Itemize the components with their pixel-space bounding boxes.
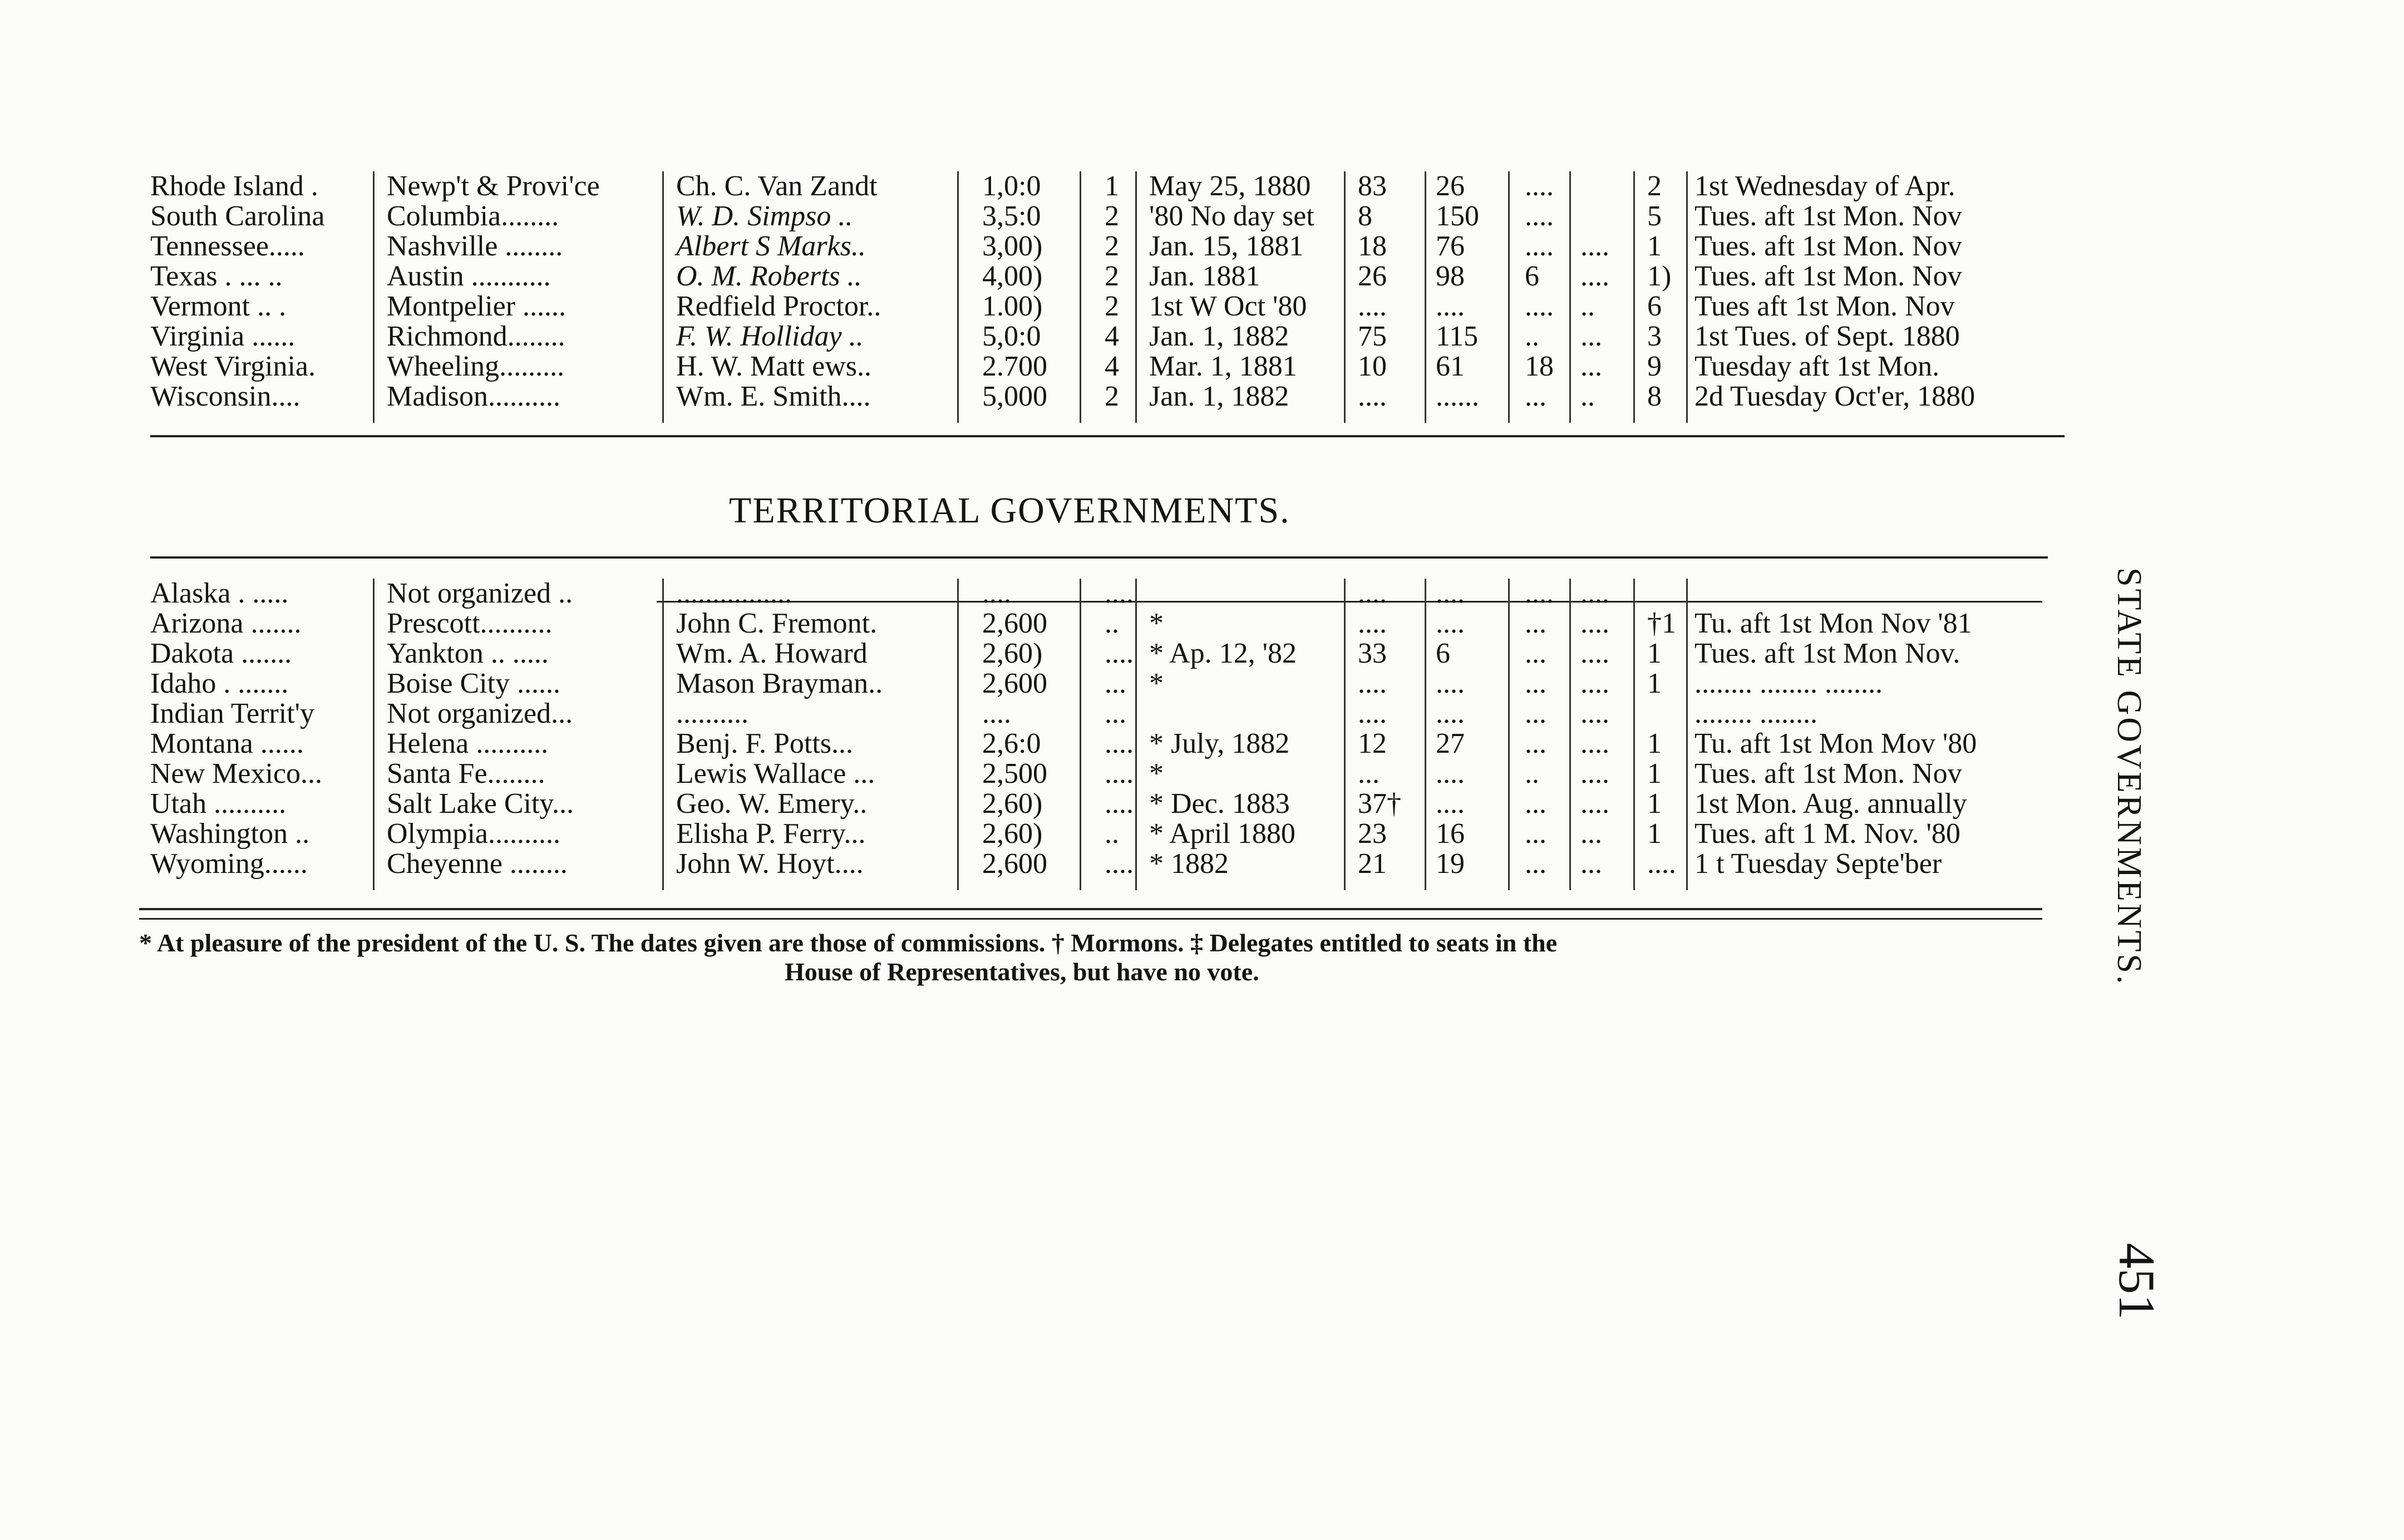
- territory-capital-cell: Salt Lake City...: [387, 788, 574, 820]
- territory-senate-cell: 33: [1358, 638, 1387, 669]
- territory-row: [139, 579, 2065, 609]
- territory-house-cell: 16: [1436, 818, 1465, 850]
- territory-capital-cell: Yankton .. .....: [387, 638, 549, 669]
- territory-salary-cell: ....: [982, 578, 1011, 609]
- territory-term-cell: ...: [1105, 698, 1126, 729]
- territory-house-cell: ....: [1436, 788, 1465, 820]
- territory-c1-cell: ...: [1525, 818, 1546, 850]
- state-house-cell: 150: [1436, 200, 1479, 232]
- state-column-rule: [957, 171, 959, 423]
- territory-capital-cell: Prescott..........: [387, 608, 553, 639]
- state-term-expires-cell: 1st W Oct '80: [1149, 290, 1307, 322]
- state-row: [139, 322, 2065, 352]
- territory-senate-cell: ...: [1358, 758, 1380, 789]
- territory-term-expires-cell: * July, 1882: [1149, 728, 1290, 759]
- territory-senate-cell: 23: [1358, 818, 1387, 850]
- territorial-governments-table: [139, 579, 2065, 879]
- state-column-rule: [1633, 171, 1635, 423]
- state-state-cell: Vermont .. .: [150, 290, 287, 322]
- territory-term-expires-cell: * April 1880: [1149, 818, 1295, 850]
- territory-house-cell: 27: [1436, 728, 1465, 759]
- territory-salary-cell: 2,60): [982, 788, 1043, 820]
- footnote-line-1: * At pleasure of the president of the U. S. The dates given are those of commissions. † Mormons. ‡ Delegates entitled to seats in the: [139, 929, 1558, 957]
- state-house-cell: 115: [1436, 320, 1479, 352]
- state-term-cell: 2: [1105, 260, 1119, 292]
- territory-row: [139, 849, 2065, 879]
- territory-senate-cell: 37†: [1358, 788, 1401, 820]
- territory-governor-cell: John W. Hoyt....: [676, 848, 864, 880]
- territory-senate-cell: ....: [1358, 698, 1387, 729]
- state-state-cell: South Carolina: [150, 200, 325, 232]
- state-capital-cell: Austin ...........: [387, 260, 551, 292]
- state-capital-cell: Columbia........: [387, 200, 559, 232]
- territory-c2-cell: ....: [1580, 788, 1609, 820]
- territory-c2-cell: ....: [1580, 578, 1609, 609]
- state-c2-cell: ..: [1580, 290, 1595, 322]
- state-term-cell: 2: [1105, 200, 1119, 232]
- state-governor-cell: Redfield Proctor..: [676, 290, 881, 322]
- territory-c1-cell: ...: [1525, 608, 1546, 639]
- state-term-expires-cell: Jan. 15, 1881: [1149, 230, 1304, 262]
- territory-c2-cell: ....: [1580, 638, 1609, 669]
- state-house-cell: 76: [1436, 230, 1465, 262]
- state-c3-cell: 6: [1647, 290, 1662, 322]
- state-house-cell: 98: [1436, 260, 1465, 292]
- state-column-rule: [1135, 171, 1137, 423]
- state-governor-cell: F. W. Holliday ..: [676, 320, 864, 352]
- territory-term-cell: ..: [1105, 608, 1119, 639]
- state-term-expires-cell: Jan. 1, 1882: [1149, 320, 1289, 352]
- territory-term-expires-cell: *: [1149, 608, 1164, 639]
- territory-c3-cell: 1: [1647, 728, 1662, 759]
- territorial-bottom-rule-2: [139, 918, 2042, 920]
- territory-c1-cell: ...: [1525, 668, 1546, 699]
- state-c2-cell: ....: [1580, 230, 1609, 262]
- territory-governor-cell: ..........: [676, 698, 748, 729]
- state-election-cell: Tues. aft 1st Mon. Nov: [1694, 260, 1962, 292]
- territory-term-cell: ...: [1105, 668, 1126, 699]
- territory-salary-cell: 2,60): [982, 818, 1043, 850]
- state-election-cell: 2d Tuesday Oct'er, 1880: [1694, 381, 1976, 412]
- state-election-cell: Tuesday aft 1st Mon.: [1694, 351, 1940, 382]
- territory-column-rule: [957, 579, 959, 890]
- state-governor-cell: Wm. E. Smith....: [676, 381, 871, 412]
- state-capital-cell: Madison..........: [387, 381, 560, 412]
- territory-c1-cell: ....: [1525, 578, 1554, 609]
- state-capital-cell: Richmond........: [387, 320, 565, 352]
- state-term-cell: 2: [1105, 290, 1119, 322]
- state-house-cell: ....: [1436, 290, 1465, 322]
- state-c3-cell: 8: [1647, 381, 1662, 412]
- territory-governor-cell: Geo. W. Emery..: [676, 788, 868, 820]
- territory-salary-cell: 2,6:0: [982, 728, 1041, 759]
- state-election-cell: Tues aft 1st Mon. Nov: [1694, 290, 1955, 322]
- territory-capital-cell: Not organized ..: [387, 578, 573, 609]
- territory-house-cell: 6: [1436, 638, 1450, 669]
- state-c2-cell: ..: [1580, 381, 1595, 412]
- state-senate-cell: 18: [1358, 230, 1387, 262]
- territory-term-expires-cell: *: [1149, 758, 1164, 789]
- state-term-cell: 4: [1105, 351, 1119, 382]
- state-governor-cell: H. W. Matt ews..: [676, 351, 871, 382]
- territory-column-rule: [1633, 579, 1635, 890]
- territory-senate-cell: ....: [1358, 668, 1387, 699]
- state-term-cell: 2: [1105, 381, 1119, 412]
- state-house-cell: ......: [1436, 381, 1479, 412]
- territory-c2-cell: ....: [1580, 608, 1609, 639]
- territory-governor-cell: Mason Brayman..: [676, 668, 883, 699]
- state-c1-cell: ...: [1525, 381, 1546, 412]
- state-senate-cell: 8: [1358, 200, 1372, 232]
- territory-c2-cell: ...: [1580, 848, 1602, 880]
- footnote-line-2: House of Representatives, but have no vote.: [785, 957, 1259, 986]
- state-term-cell: 1: [1105, 170, 1119, 202]
- territorial-title: TERRITORIAL GOVERNMENTS.: [729, 490, 1290, 531]
- territory-row: [139, 609, 2065, 639]
- territory-term-cell: ....: [1105, 578, 1134, 609]
- territory-senate-cell: 21: [1358, 848, 1387, 880]
- territory-column-rule: [1425, 579, 1426, 890]
- territory-row: [139, 789, 2065, 819]
- territory-governor-cell: Lewis Wallace ...: [676, 758, 875, 789]
- state-term-expires-cell: May 25, 1880: [1149, 170, 1311, 202]
- territory-column-rule: [1686, 579, 1688, 890]
- state-term-cell: 2: [1105, 230, 1119, 262]
- territory-territory-cell: Montana ......: [150, 728, 304, 759]
- state-c1-cell: 6: [1525, 260, 1539, 292]
- state-c2-cell: ....: [1580, 260, 1609, 292]
- state-term-expires-cell: Jan. 1, 1882: [1149, 381, 1289, 412]
- state-senate-cell: ....: [1358, 290, 1387, 322]
- state-salary-cell: 5,000: [982, 381, 1047, 412]
- territory-c2-cell: ....: [1580, 668, 1609, 699]
- territory-column-rule: [1344, 579, 1346, 890]
- state-row: [139, 171, 2065, 201]
- state-column-rule: [1569, 171, 1571, 423]
- state-state-cell: Tennessee.....: [150, 230, 305, 262]
- state-salary-cell: 2.700: [982, 351, 1047, 382]
- state-state-cell: West Virginia.: [150, 351, 316, 382]
- state-c3-cell: 2: [1647, 170, 1662, 202]
- state-governor-cell: W. D. Simpso ..: [676, 200, 853, 232]
- state-column-rule: [1080, 171, 1081, 423]
- state-governments-table: [139, 171, 2065, 412]
- territory-territory-cell: Dakota .......: [150, 638, 292, 669]
- territory-election-cell: Tu. aft 1st Mon Mov '80: [1694, 728, 1977, 759]
- territory-term-expires-cell: * Ap. 12, '82: [1149, 638, 1297, 669]
- state-table-bottom-rule: [150, 435, 2065, 437]
- state-c1-cell: ..: [1525, 320, 1539, 352]
- state-senate-cell: 83: [1358, 170, 1387, 202]
- state-governor-cell: Albert S Marks..: [676, 230, 866, 262]
- territory-c1-cell: ..: [1525, 758, 1539, 789]
- territory-column-rule: [373, 579, 375, 890]
- territory-column-rule: [1569, 579, 1571, 890]
- state-column-rule: [662, 171, 664, 423]
- territorial-bottom-rule: [139, 908, 2042, 910]
- territory-capital-cell: Cheyenne ........: [387, 848, 568, 880]
- territory-salary-cell: 2,60): [982, 638, 1043, 669]
- state-state-cell: Virginia ......: [150, 320, 295, 352]
- territory-column-rule: [1135, 579, 1137, 890]
- state-row: [139, 382, 2065, 412]
- state-c1-cell: 18: [1525, 351, 1554, 382]
- territory-election-cell: Tues. aft 1st Mon. Nov: [1694, 758, 1962, 789]
- territory-c2-cell: ....: [1580, 698, 1609, 729]
- territory-capital-cell: Boise City ......: [387, 668, 561, 699]
- territory-salary-cell: 2,600: [982, 668, 1047, 699]
- territory-term-expires-cell: * 1882: [1149, 848, 1229, 880]
- state-salary-cell: 4,00): [982, 260, 1043, 292]
- state-election-cell: 1st Wednesday of Apr.: [1694, 170, 1955, 202]
- state-row: [139, 352, 2065, 382]
- territory-election-cell: Tues. aft 1st Mon Nov.: [1694, 638, 1960, 669]
- state-election-cell: Tues. aft 1st Mon. Nov: [1694, 200, 1962, 232]
- territory-c3-cell: †1: [1647, 608, 1676, 639]
- state-column-rule: [1425, 171, 1426, 423]
- territory-territory-cell: Indian Territ'y: [150, 698, 315, 729]
- territory-senate-cell: ....: [1358, 578, 1387, 609]
- territory-governor-cell: Elisha P. Ferry...: [676, 818, 866, 850]
- state-row: [139, 231, 2065, 261]
- state-state-cell: Rhode Island .: [150, 170, 318, 202]
- territory-term-cell: ....: [1105, 788, 1134, 820]
- territory-house-cell: ....: [1436, 758, 1465, 789]
- territory-column-rule: [662, 579, 664, 890]
- territory-row: [139, 759, 2065, 789]
- territory-governor-cell: ................: [676, 578, 792, 609]
- territory-territory-cell: Alaska . .....: [150, 578, 289, 609]
- territory-salary-cell: ....: [982, 698, 1011, 729]
- territory-term-expires-cell: * Dec. 1883: [1149, 788, 1290, 820]
- state-house-cell: 61: [1436, 351, 1465, 382]
- state-capital-cell: Newp't & Provi'ce: [387, 170, 600, 202]
- territory-term-cell: ....: [1105, 848, 1134, 880]
- territory-territory-cell: Arizona .......: [150, 608, 302, 639]
- territory-capital-cell: Helena ..........: [387, 728, 549, 759]
- territory-election-cell: ........ ........ ........: [1694, 668, 1883, 699]
- state-capital-cell: Montpelier ......: [387, 290, 566, 322]
- state-row: [139, 201, 2065, 231]
- territory-capital-cell: Not organized...: [387, 698, 573, 729]
- state-c3-cell: 9: [1647, 351, 1662, 382]
- state-term-cell: 4: [1105, 320, 1119, 352]
- territory-house-cell: ....: [1436, 608, 1465, 639]
- state-column-rule: [1686, 171, 1688, 423]
- territory-territory-cell: Idaho . .......: [150, 668, 289, 699]
- state-c3-cell: 3: [1647, 320, 1662, 352]
- state-state-cell: Texas . ... ..: [150, 260, 283, 292]
- territory-row: [139, 639, 2065, 669]
- state-senate-cell: 75: [1358, 320, 1387, 352]
- territory-territory-cell: Utah ..........: [150, 788, 287, 820]
- territory-capital-cell: Olympia..........: [387, 818, 560, 850]
- territory-c1-cell: ...: [1525, 698, 1546, 729]
- territory-row: [139, 699, 2065, 729]
- territory-c1-cell: ...: [1525, 728, 1546, 759]
- territory-salary-cell: 2,600: [982, 608, 1047, 639]
- territory-c1-cell: ...: [1525, 788, 1546, 820]
- state-row: [139, 261, 2065, 292]
- territory-senate-cell: 12: [1358, 728, 1387, 759]
- territory-term-cell: ....: [1105, 638, 1134, 669]
- state-column-rule: [1508, 171, 1510, 423]
- territory-term-cell: ..: [1105, 818, 1119, 850]
- territory-c2-cell: ....: [1580, 758, 1609, 789]
- territory-election-cell: 1 t Tuesday Septe'ber: [1694, 848, 1942, 880]
- state-c1-cell: ....: [1525, 200, 1554, 232]
- territory-senate-cell: ....: [1358, 608, 1387, 639]
- territory-c2-cell: ....: [1580, 728, 1609, 759]
- state-governor-cell: Ch. C. Van Zandt: [676, 170, 878, 202]
- state-c2-cell: ...: [1580, 320, 1602, 352]
- state-c1-cell: ....: [1525, 230, 1554, 262]
- state-c3-cell: 1): [1647, 260, 1672, 292]
- territory-column-rule: [1080, 579, 1081, 890]
- territory-governor-cell: Benj. F. Potts...: [676, 728, 854, 759]
- state-house-cell: 26: [1436, 170, 1465, 202]
- territory-election-cell: Tu. aft 1st Mon Nov '81: [1694, 608, 1972, 639]
- state-term-expires-cell: Mar. 1, 1881: [1149, 351, 1297, 382]
- state-c3-cell: 5: [1647, 200, 1662, 232]
- territory-c2-cell: ...: [1580, 818, 1602, 850]
- territory-governor-cell: Wm. A. Howard: [676, 638, 868, 669]
- state-senate-cell: 26: [1358, 260, 1387, 292]
- territory-row: [139, 819, 2065, 849]
- territory-term-cell: ....: [1105, 758, 1134, 789]
- state-c2-cell: ...: [1580, 351, 1602, 382]
- state-election-cell: Tues. aft 1st Mon. Nov: [1694, 230, 1962, 262]
- territory-house-cell: ....: [1436, 698, 1465, 729]
- state-capital-cell: Wheeling.........: [387, 351, 565, 382]
- state-salary-cell: 1,0:0: [982, 170, 1041, 202]
- state-salary-cell: 1.00): [982, 290, 1043, 322]
- state-governor-cell: O. M. Roberts ..: [676, 260, 862, 292]
- state-state-cell: Wisconsin....: [150, 381, 300, 412]
- territory-salary-cell: 2,600: [982, 848, 1047, 880]
- territory-territory-cell: New Mexico...: [150, 758, 323, 789]
- territory-territory-cell: Washington ..: [150, 818, 310, 850]
- territory-governor-cell: John C. Fremont.: [676, 608, 878, 639]
- state-senate-cell: ....: [1358, 381, 1387, 412]
- territory-term-cell: ....: [1105, 728, 1134, 759]
- state-c1-cell: ....: [1525, 290, 1554, 322]
- territory-c3-cell: ....: [1647, 848, 1676, 880]
- territory-c3-cell: 1: [1647, 668, 1662, 699]
- state-salary-cell: 3,5:0: [982, 200, 1041, 232]
- territory-election-cell: Tues. aft 1 M. Nov. '80: [1694, 818, 1960, 850]
- side-running-title: STATE GOVERNMENTS.: [2110, 567, 2148, 986]
- state-senate-cell: 10: [1358, 351, 1387, 382]
- state-column-rule: [373, 171, 375, 423]
- state-c1-cell: ....: [1525, 170, 1554, 202]
- territory-house-cell: 19: [1436, 848, 1465, 880]
- territory-c3-cell: 1: [1647, 638, 1662, 669]
- state-election-cell: 1st Tues. of Sept. 1880: [1694, 320, 1960, 352]
- territory-salary-cell: 2,500: [982, 758, 1047, 789]
- territory-house-cell: ....: [1436, 668, 1465, 699]
- territory-house-cell: ....: [1436, 578, 1465, 609]
- territory-row: [139, 669, 2065, 699]
- territory-election-cell: 1st Mon. Aug. annually: [1694, 788, 1967, 820]
- state-term-expires-cell: '80 No day set: [1149, 200, 1314, 232]
- territory-column-rule: [1508, 579, 1510, 890]
- territory-row: [139, 729, 2065, 759]
- state-row: [139, 292, 2065, 322]
- territory-territory-cell: Wyoming......: [150, 848, 308, 880]
- territory-c3-cell: 1: [1647, 758, 1662, 789]
- territory-capital-cell: Santa Fe........: [387, 758, 545, 789]
- state-salary-cell: 5,0:0: [982, 320, 1041, 352]
- territory-c3-cell: 1: [1647, 818, 1662, 850]
- state-salary-cell: 3,00): [982, 230, 1043, 262]
- state-term-expires-cell: Jan. 1881: [1149, 260, 1260, 292]
- territory-c1-cell: ...: [1525, 638, 1546, 669]
- page-number: 451: [2109, 1243, 2165, 1320]
- territory-term-expires-cell: *: [1149, 668, 1164, 699]
- state-c3-cell: 1: [1647, 230, 1662, 262]
- territory-election-cell: ........ ........: [1694, 698, 1817, 729]
- territory-c3-cell: 1: [1647, 788, 1662, 820]
- state-capital-cell: Nashville ........: [387, 230, 563, 262]
- territorial-top-rule: [150, 556, 2048, 559]
- state-column-rule: [1344, 171, 1346, 423]
- territory-c1-cell: ...: [1525, 848, 1546, 880]
